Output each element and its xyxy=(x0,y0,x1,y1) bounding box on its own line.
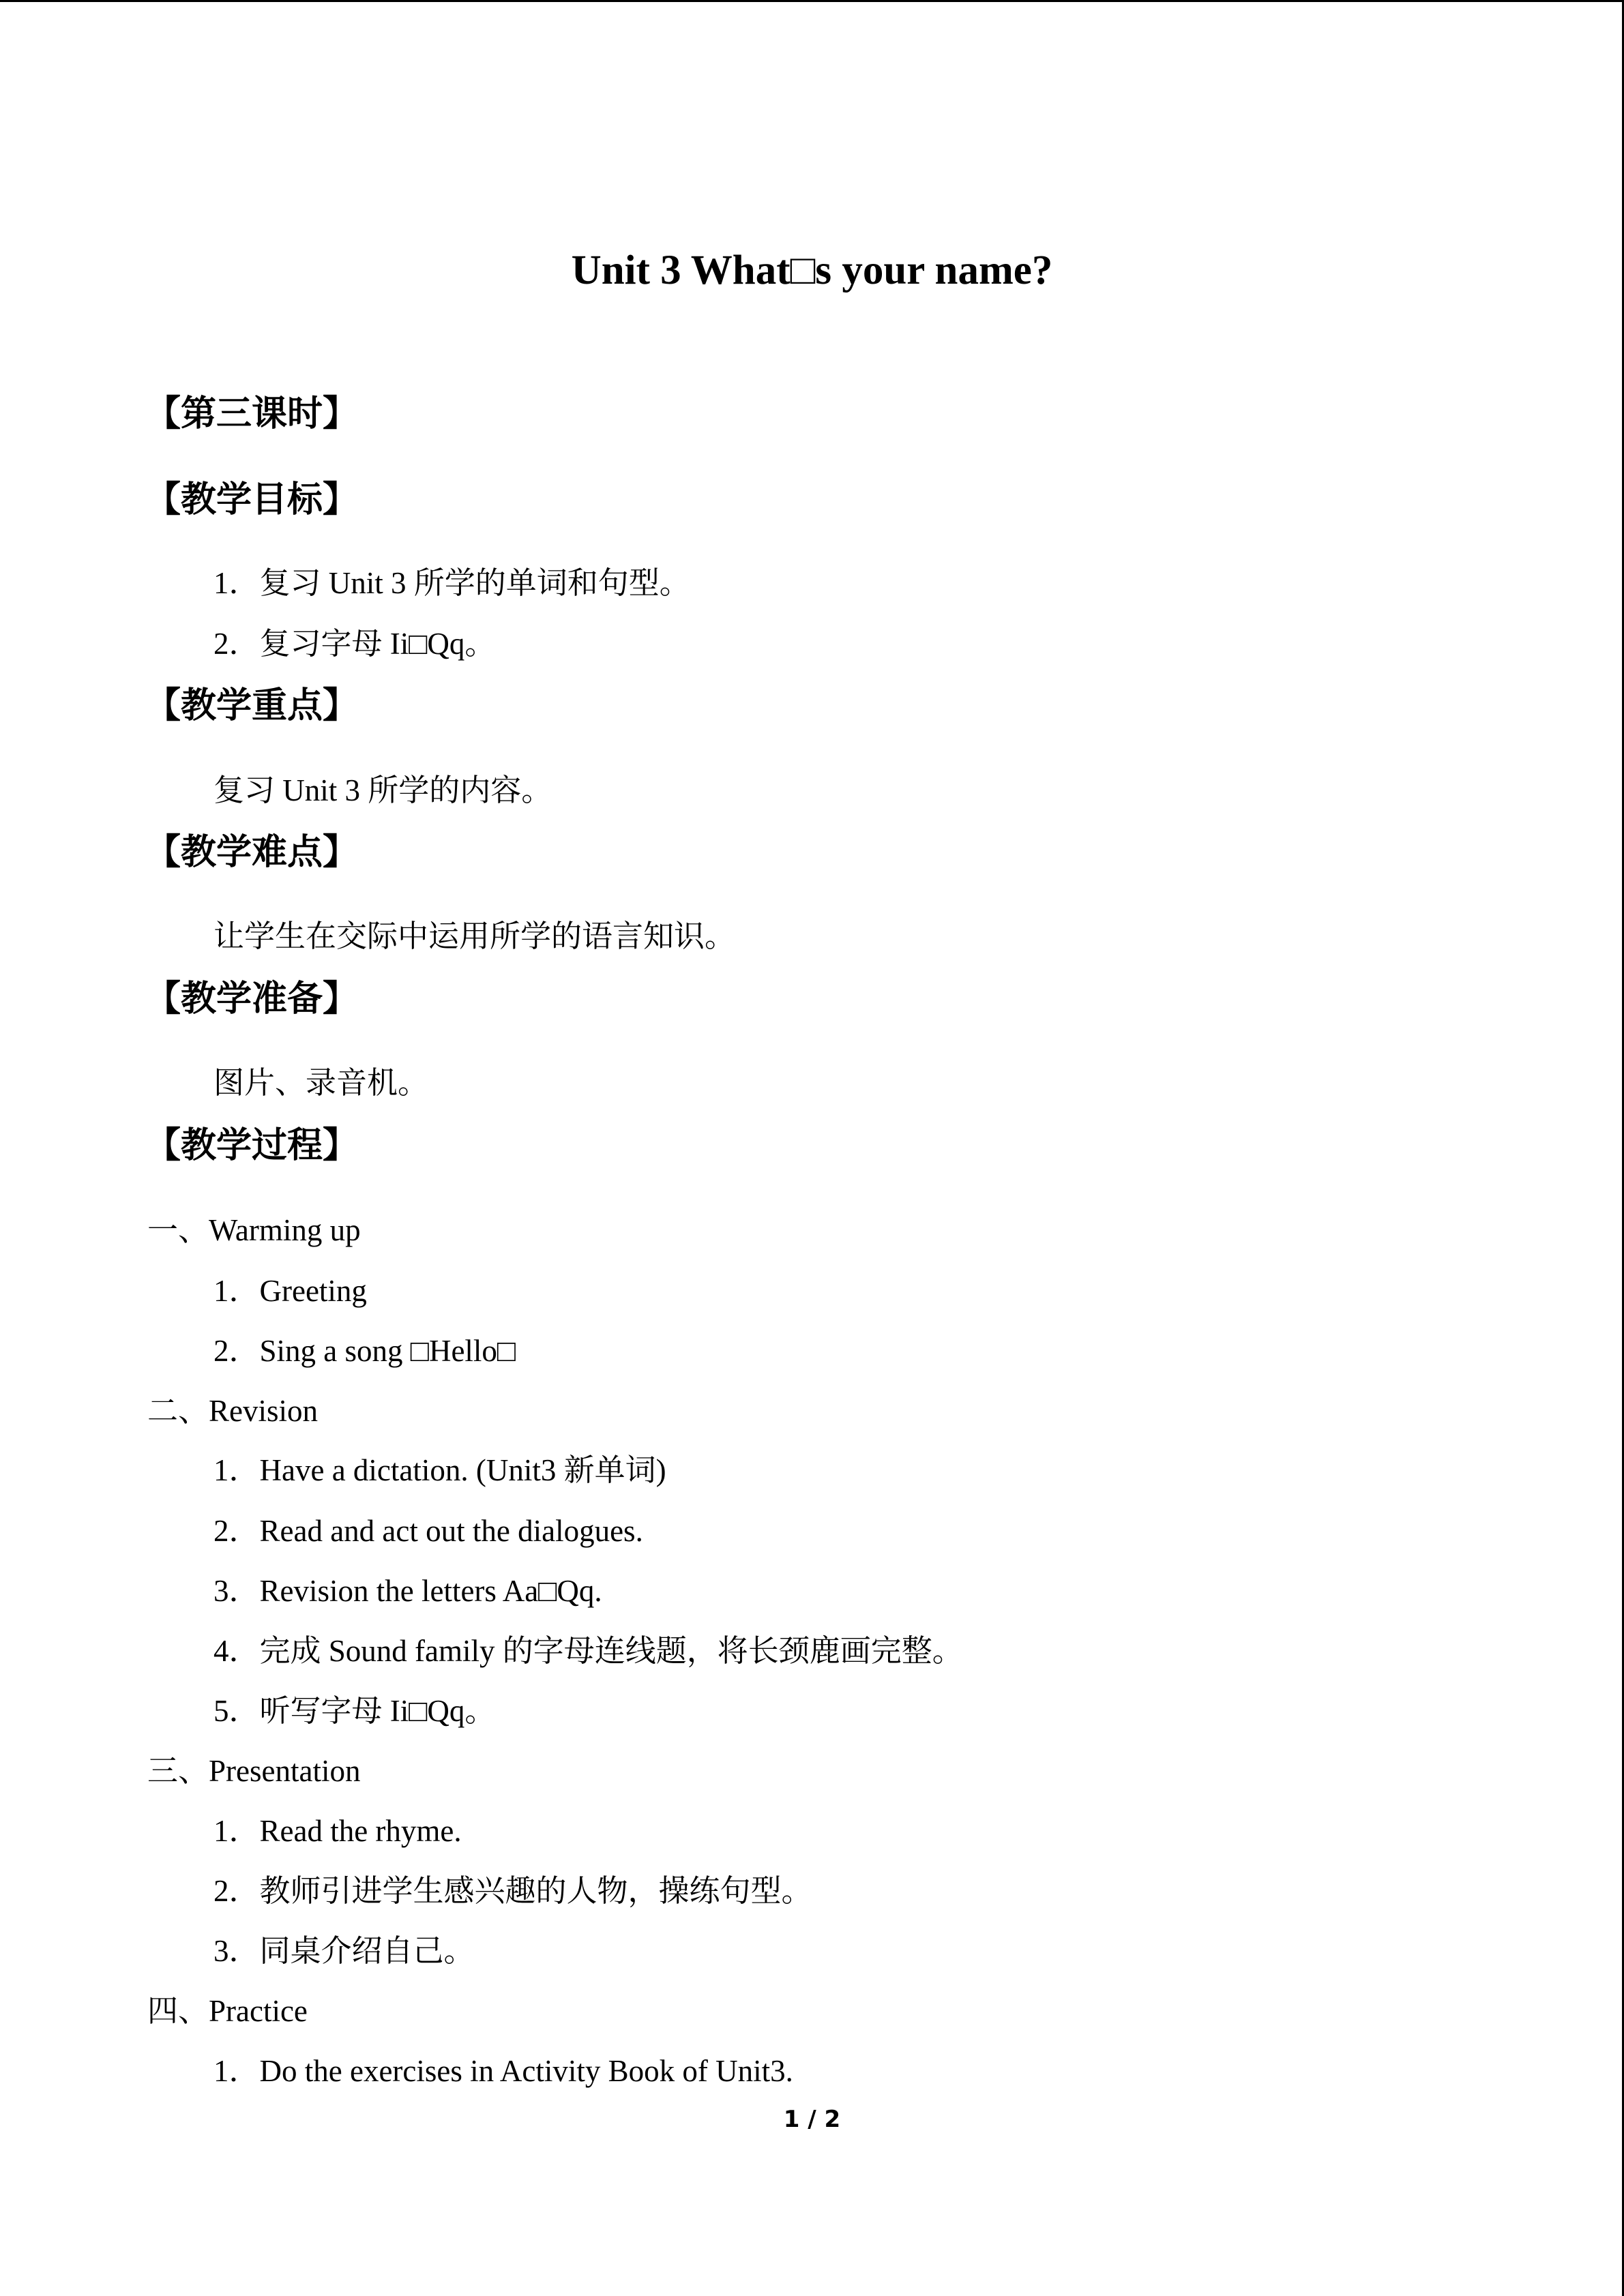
key-points-heading: 【教学重点】 xyxy=(145,685,359,726)
section-presentation: 三、Presentation xyxy=(147,1754,361,1788)
presentation-item-1: 1．Read the rhyme. xyxy=(213,1814,462,1848)
practice-item-1: 1．Do the exercises in Activity Book of Unit3. xyxy=(213,2054,793,2088)
key-points-text: 复习 Unit 3 所学的内容。 xyxy=(213,773,552,807)
process-heading: 【教学过程】 xyxy=(145,1125,359,1166)
warming-item-1: 1．Greeting xyxy=(213,1274,367,1308)
objective-item-2: 2．复习字母 Ii□Qq。 xyxy=(213,627,496,661)
difficulties-text: 让学生在交际中运用所学的语言知识。 xyxy=(213,919,736,953)
revision-item-2: 2．Read and act out the dialogues. xyxy=(213,1514,643,1548)
warming-item-2: 2．Sing a song □Hello□ xyxy=(213,1334,516,1368)
revision-item-4: 4．完成 Sound family 的字母连线题，将长颈鹿画完整。 xyxy=(213,1634,963,1668)
objectives-heading: 【教学目标】 xyxy=(145,479,359,520)
section-practice: 四、Practice xyxy=(147,1994,308,2028)
presentation-item-2: 2．教师引进学生感兴趣的人物，操练句型。 xyxy=(213,1874,812,1908)
section-warming-up: 一、Warming up xyxy=(147,1213,361,1247)
preparation-text: 图片、录音机。 xyxy=(213,1066,429,1100)
difficulties-heading: 【教学难点】 xyxy=(145,832,359,873)
page-number: 1 / 2 xyxy=(783,2106,841,2133)
presentation-item-3: 3．同桌介绍自己。 xyxy=(213,1934,475,1968)
revision-item-3: 3．Revision the letters Aa□Qq. xyxy=(213,1574,602,1608)
revision-item-1: 1．Have a dictation. (Unit3 新单词) xyxy=(213,1453,666,1487)
objective-item-1: 1．复习 Unit 3 所学的单词和句型。 xyxy=(213,566,690,600)
revision-item-5: 5．听写字母 Ii□Qq。 xyxy=(213,1694,496,1728)
preparation-heading: 【教学准备】 xyxy=(145,979,359,1019)
section-revision: 二、Revision xyxy=(147,1394,319,1428)
lesson-label: 【第三课时】 xyxy=(145,393,359,434)
document-title: Unit 3 What□s your name? xyxy=(571,247,1053,293)
